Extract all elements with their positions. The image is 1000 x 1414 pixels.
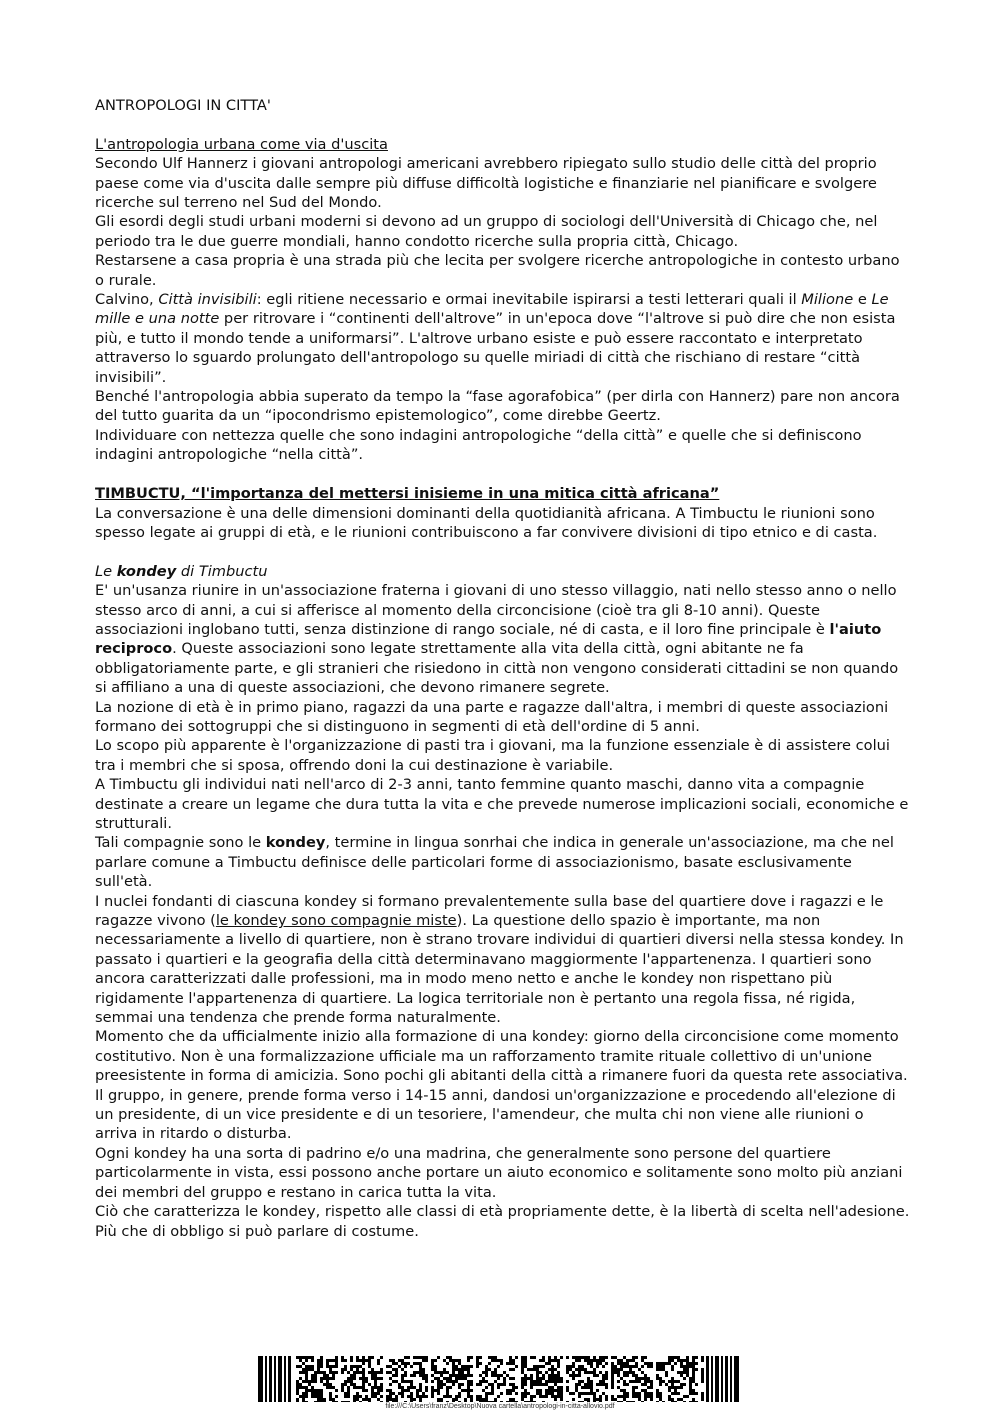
paragraph: Secondo Ulf Hannerz i giovani antropologi americani avrebbero ripiegato sullo studio delle città del proprio paese come via d'uscita dalle sempre più diffuse difficoltà logistiche e finanziarie nel pianificare e svolgere ricerche sul terreno nel Sud del Mondo.	[95, 155, 877, 212]
text-run: Tali compagnie sono le	[95, 834, 266, 852]
text-run: Calvino,	[95, 291, 159, 309]
italic-title: Le mille e una notte	[95, 291, 889, 328]
text-run: e	[853, 291, 872, 309]
italic-title: Città invisibili	[158, 291, 257, 309]
text-run: . Queste associazioni sono legate strettamente alla vita della città, ogni abitante ne fa obbligatoriamente parte, e gli stranieri che risiedono in città non vengono considerati cittadini se non quando si affiliano a una di queste associazioni, che devono rimanere segrete.	[95, 640, 899, 697]
spacer	[95, 542, 910, 561]
underlined-phrase: le kondey sono compagnie miste	[215, 912, 457, 930]
text-run: , termine in lingua sonrhai che indica in generale un'associazione, ma che nel parlare comune a Timbuctu definisce delle particolari forme di associazionismo, basate esclusivamente sull'età.	[95, 834, 894, 891]
barcode-image	[258, 1356, 742, 1402]
text-run: ). La questione dello spazio è importante, ma non necessariamente a livello di quartiere, non è strano trovare individui di quartieri diversi nella stessa kondey. In passato i quartieri e la geografia della città determinavano maggiormente l'appartenenza. I quartieri sono ancora caratterizzati dalle professioni, ma in modo meno netto e anche le kondey non rispettano più rigidamente l'appartenenza di quartiere. La logica territoriale non è pertanto una regola fissa, né rigida, semmai una tendenza che prende forma naturalmente.	[95, 912, 904, 1027]
section-heading-timbuctu: TIMBUCTU, “l'importanza del mettersi inisieme in una mitica città africana”	[95, 485, 720, 503]
page-footer	[258, 1356, 742, 1414]
section-heading-urban-anthropology: L'antropologia urbana come via d'uscita	[95, 135, 388, 153]
spacer	[95, 465, 910, 484]
section-heading-kondey	[95, 562, 910, 581]
spacer	[95, 115, 910, 134]
text-run: E' un'usanza riunire in un'associazione fraterna i giovani di uno stesso villaggio, nati nello stesso anno o nello stesso arco di anni, a cui si afferisce al momento della circoncisione (cioè tra gli 8-10 anni). Queste associazioni inglobano tutti, senza distinzione di rango sociale, né di casta, e il loro fine principale è	[95, 582, 897, 638]
paragraph: Gli esordi degli studi urbani moderni si devono ad un gruppo di sociologi dell'Università di Chicago che, nel periodo tra le due guerre mondiali, hanno condotto ricerche sulla propria città, Chicago.	[95, 213, 878, 250]
paragraph: La conversazione è una delle dimensioni dominanti della quotidianità africana. A Timbuctu le riunioni sono spesso legate ai gruppi di età, e le riunioni contribuiscono a far convivere divisioni di tipo etnico e di casta.	[95, 504, 878, 541]
paragraph: La nozione di età è in primo piano, ragazzi da una parte e ragazze dall'altra, i membri di queste associazioni formano dei sottogruppi che si distinguono in segmenti di età dell'ordine di 5 anni.	[95, 698, 889, 735]
text-run: di Timbuctu	[176, 562, 268, 580]
bold-term: l'aiuto reciproco	[95, 620, 882, 658]
paragraph: Ciò che caratterizza le kondey, rispetto alle classi di età propriamente dette, è la libertà di scelta nell'adesione. Più che di obbligo si può parlare di costume.	[95, 1203, 910, 1240]
document-title: ANTROPOLOGI IN CITTA'	[95, 97, 271, 114]
paragraph-calvino	[95, 290, 910, 387]
text-run: per ritrovare i “continenti dell'altrove” in un'epoca dove “l'altrove si può dire che non esista più, e tutto il mondo tende a uniformarsi”. L'altrove urbano esiste e può essere raccontato e interpretato attraverso lo sguardo prolungato dell'antropologo su quelle miriadi di città che rischiano di restare “città invisibili”.	[95, 310, 896, 386]
document-body	[95, 96, 910, 1241]
bold-term: kondey	[265, 834, 326, 852]
paragraph	[95, 581, 910, 697]
italic-title: Milione	[801, 291, 854, 309]
paragraph: Ogni kondey ha una sorta di padrino e/o una madrina, che generalmente sono persone del quartiere particolarmente in vista, essi possono anche portare un aiuto economico e solitamente sono molto più anziani dei membri del gruppo e restano in carica tutta la vita.	[95, 1144, 903, 1201]
paragraph: Lo scopo più apparente è l'organizzazione di pasti tra i giovani, ma la funzione essenziale è di assistere colui tra i membri che si sposa, offrendo doni la cui destinazione è variabile.	[95, 737, 890, 774]
text-run: : egli ritiene necessario e ormai inevitabile ispirarsi a testi letterari quali il	[256, 291, 802, 309]
paragraph: Benché l'antropologia abbia superato da tempo la “fase agorafobica” (per dirla con Hannerz) pare non ancora del tutto guarita da un “ipocondrismo epistemologico”, come direbbe Geertz.	[95, 388, 900, 425]
paragraph: A Timbuctu gli individui nati nell'arco di 2-3 anni, tanto femmine quanto maschi, danno vita a compagnie destinate a creare un legame che dura tutta la vita e che prevede numerose implicazioni sociali, economiche e strutturali.	[95, 776, 909, 832]
file-path-text: file:///C:\Users\franz\Desktop\Nuova cartella\antropologi-in-citta-allovio.pdf	[385, 1403, 615, 1410]
text-run: Le	[95, 562, 117, 580]
paragraph: Restarsene a casa propria è una strada più che lecita per svolgere ricerche antropologiche in contesto urbano o rurale.	[95, 252, 900, 289]
paragraph	[95, 892, 910, 1028]
bold-term: kondey	[116, 562, 177, 580]
text-run: I nuclei fondanti di ciascuna kondey si formano prevalentemente sulla base del quartiere dove i ragazzi e le ragazze vivono (	[95, 892, 884, 930]
paragraph: Individuare con nettezza quelle che sono indagini antropologiche “della città” e quelle che si definiscono indagini antropologiche “nella città”.	[95, 426, 862, 464]
paragraph: Momento che da ufficialmente inizio alla formazione di una kondey: giorno della circoncisione come momento costitutivo. Non è una formalizzazione ufficiale ma un rafforzamento tramite rituale collettivo di un'unione preesistente in forma di amicizia. Sono pochi gli abitanti della città a rimanere fuori da questa rete associativa.	[95, 1028, 908, 1085]
paragraph: Il gruppo, in genere, prende forma verso i 14-15 anni, dandosi un'organizzazione e procedendo all'elezione di un presidente, di un vice presidente e di un tesoriere, l'amendeur, che multa chi non viene alle riunioni o arriva in ritardo o disturba.	[95, 1086, 896, 1143]
paragraph	[95, 833, 910, 891]
